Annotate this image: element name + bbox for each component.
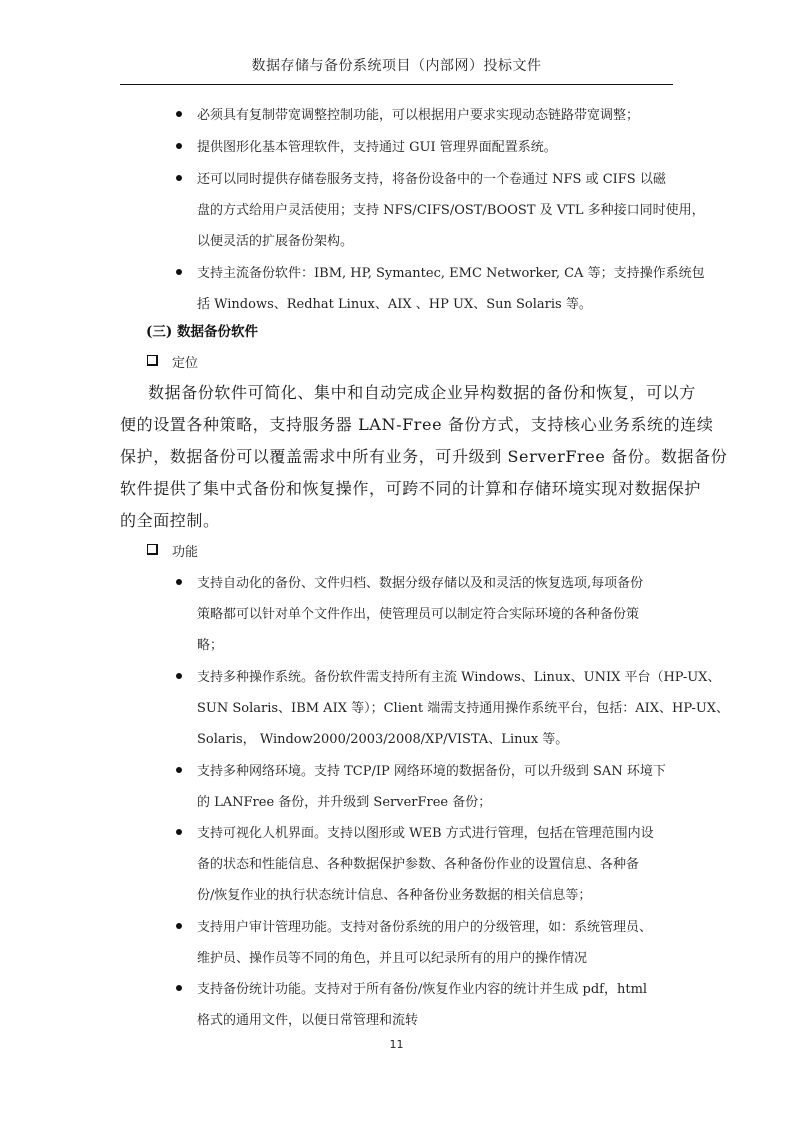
page-header-title: 数据存储与备份系统项目（内部网）投标文件: [251, 58, 542, 74]
header-divider: [120, 84, 673, 85]
bullet-icon: [176, 767, 182, 773]
bullet-text: 以便灵活的扩展备份架构。: [197, 234, 354, 249]
bullet-icon: [176, 923, 182, 929]
subheading-label: 功能: [172, 545, 199, 560]
subheading-label: 定位: [172, 356, 199, 371]
bullet-text: SUN Solaris、IBM AIX 等）；Client 端需支持通用操作系统平台，包括：AIX、HP-UX、: [197, 701, 730, 716]
bullet-icon: [176, 985, 182, 991]
square-bullet-icon: [147, 355, 158, 366]
bullet-text: 维护员、操作员等不同的角色，并且可以纪录所有的用户的操作情况: [197, 951, 588, 966]
bullet-text: 支持主流备份软件：IBM, HP, Symantec, EMC Networker, CA 等；支持操作系统包: [197, 266, 705, 281]
paragraph-line: 数据备份软件可简化、集中和自动完成企业异构数据的备份和恢复，可以方: [148, 383, 696, 402]
square-bullet-icon: [147, 544, 158, 555]
bullet-icon: [176, 673, 182, 679]
bullet-text: 提供图形化基本管理软件，支持通过 GUI 管理界面配置系统。: [197, 140, 557, 155]
bullet-icon: [176, 269, 182, 275]
bullet-text: 格式的通用文件，以便日常管理和流转: [197, 1013, 419, 1028]
bullet-icon: [176, 111, 182, 117]
paragraph-line: 的全面控制。: [120, 511, 220, 530]
bullet-text: 括 Windows、Redhat Linux、AIX 、HP UX、Sun Solaris 等。: [197, 297, 592, 312]
bullet-text: 支持多种操作系统。备份软件需支持所有主流 Windows、Linux、UNIX 平台（HP-UX、: [197, 670, 721, 685]
paragraph-line: 保护，数据备份可以覆盖需求中所有业务，可升级到 ServerFree 备份。数据备份: [120, 447, 728, 466]
paragraph-line: 软件提供了集中式备份和恢复操作，可跨不同的计算和存储环境实现对数据保护: [120, 479, 702, 498]
bullet-icon: [176, 175, 182, 181]
bullet-text: 的 LANFree 备份，并升级到 ServerFree 备份；: [197, 795, 492, 810]
bullet-icon: [176, 829, 182, 835]
bullet-text: 支持可视化人机界面。支持以图形或 WEB 方式进行管理，包括在管理范围内设: [197, 826, 654, 841]
bullet-text: 略；: [197, 638, 224, 653]
bullet-text: 支持备份统计功能。支持对于所有备份/恢复作业内容的统计并生成 pdf，html: [197, 982, 648, 997]
bullet-icon: [176, 143, 182, 149]
paragraph-line: 便的设置各种策略，支持服务器 LAN-Free 备份方式，支持核心业务系统的连续: [120, 415, 714, 434]
bullet-text: 备的状态和性能信息、各种数据保护参数、各种备份作业的设置信息、各种备: [197, 857, 640, 872]
bullet-text: 盘的方式给用户灵活使用；支持 NFS/CIFS/OST/BOOST 及 VTL 多种接口同时使用，: [197, 203, 705, 218]
bullet-text: 支持多种网络环境。支持 TCP/IP 网络环境的数据备份，可以升级到 SAN 环境下: [197, 764, 666, 779]
bullet-text: 支持自动化的备份、文件归档、数据分级存储以及和灵活的恢复选项,每项备份: [197, 576, 644, 591]
bullet-text: Solaris， Window2000/2003/2008/XP/VISTA、Linux 等。: [197, 732, 569, 747]
bullet-text: 必须具有复制带宽调整控制功能，可以根据用户要求实现动态链路带宽调整；: [197, 108, 640, 123]
section-heading: (三) 数据备份软件: [146, 324, 258, 340]
bullet-icon: [176, 579, 182, 585]
bullet-text: 支持用户审计管理功能。支持对备份系统的用户的分级管理，如：系统管理员、: [197, 920, 653, 935]
bullet-text: 份/恢复作业的执行状态统计信息、各种备份业务数据的相关信息等；: [197, 888, 592, 903]
page-number: 11: [389, 1038, 404, 1051]
bullet-text: 还可以同时提供存储卷服务支持，将备份设备中的一个卷通过 NFS 或 CIFS 以磁: [197, 172, 666, 187]
bullet-text: 策略都可以针对单个文件作出，使管理员可以制定符合实际环境的各种备份策: [197, 607, 640, 622]
